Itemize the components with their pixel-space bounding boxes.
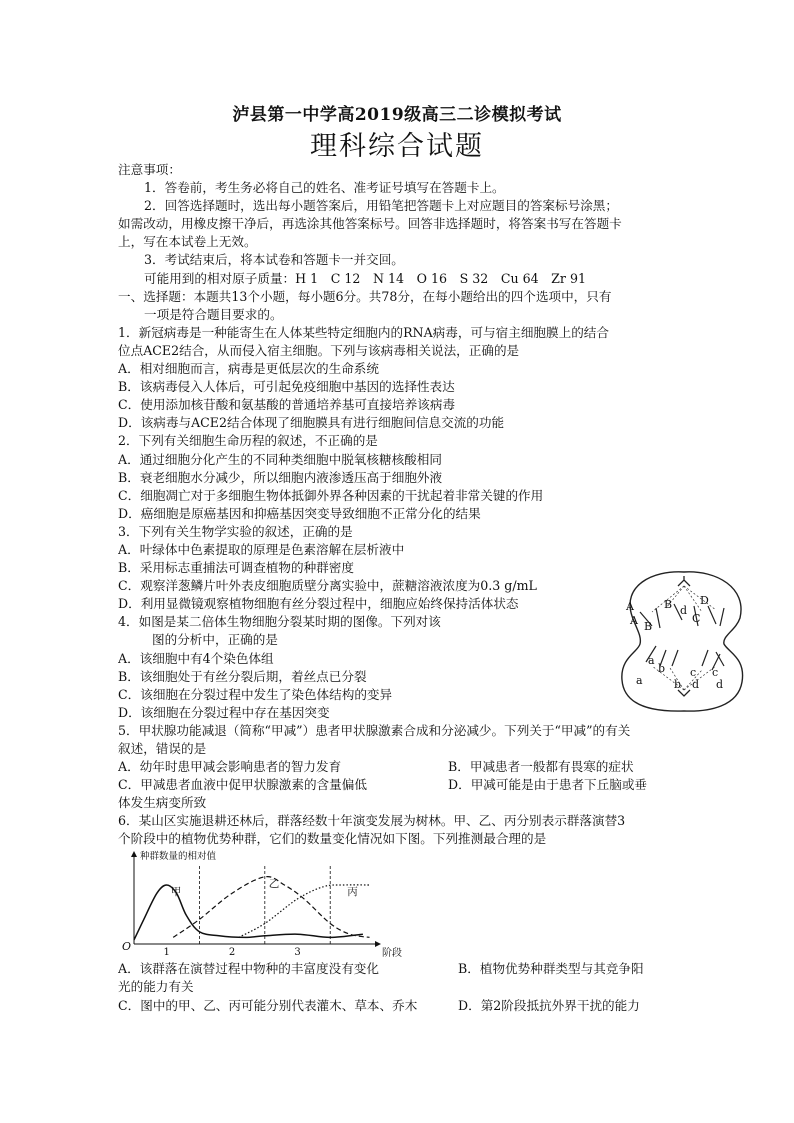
stage-label-3: 3	[294, 947, 301, 958]
q3-stem: 3．下列有关生物学实验的叙述，正确的是	[118, 523, 353, 539]
atomic-masses: 可能用到的相对原子质量：H 1 C 12 N 14 O 16 S 32 Cu 64 Zr 91	[144, 270, 586, 286]
q6-option-b-cont: 光的能力有关	[118, 979, 194, 995]
origin-label: O	[122, 940, 132, 953]
q1-option-d: D．该病毒与ACE2结合体现了细胞膜具有进行细胞间信息交流的功能	[118, 415, 505, 431]
series-bing-label: 丙	[347, 886, 358, 898]
school-title: 泸县第一中学高2019级高三二诊模拟考试	[232, 105, 562, 125]
series-jia-line	[134, 885, 363, 940]
cell-label: d	[692, 678, 700, 691]
q3-option-a: A．叶绿体中色素提取的原理是色素溶解在层析液中	[118, 541, 405, 557]
section-heading: 一、选择题：本题共13个小题，每小题6分。共78分，在每小题给出的四个选项中，只有	[118, 288, 612, 304]
cell-label: d	[716, 678, 724, 691]
q4-stem: 4．如图是某二倍体生物细胞分裂某时期的图像。下列对该	[118, 614, 441, 630]
cell-outline	[622, 572, 743, 711]
note-item-3: 3．考试结束后，将本试卷和答题卡一并交回。	[144, 252, 404, 268]
notes-heading: 注意事项：	[118, 162, 181, 177]
q6-option-c: C．图中的甲、乙、丙可能分别代表灌木、草本、乔木	[118, 997, 418, 1013]
series-yi-label: 乙	[268, 877, 280, 890]
q1-stem-cont: 位点ACE2结合，从而侵入宿主细胞。下列与该病毒相关说法，正确的是	[118, 342, 520, 358]
cell-label: a	[636, 674, 643, 687]
stage-label-1: 1	[163, 947, 170, 958]
q2-option-c: C．细胞凋亡对于多细胞生物体抵御外界各种因素的干扰起着非常关键的作用	[118, 487, 544, 503]
cell-division-figure	[612, 566, 754, 714]
note-item-2-cont: 如需改动，用橡皮擦干净后，再选涂其他答案标号。回答非选择题时，将答案书写在答题卡	[118, 216, 622, 232]
q3-option-d: D．利用显微镜观察植物细胞有丝分裂过程中，细胞应始终保持活体状态	[118, 596, 519, 612]
q2-option-a: A．通过细胞分化产生的不同种类细胞中脱氧核糖核酸相同	[118, 451, 442, 467]
q1-option-b: B．该病毒侵入人体后，可引起免疫细胞中基因的选择性表达	[118, 379, 455, 395]
exam-body	[118, 161, 678, 849]
q4-option-a: A．该细胞中有4个染色体组	[118, 650, 274, 666]
q6-option-b: B．植物优势种群类型与其竞争阳	[458, 961, 644, 976]
q6-options-row1	[118, 960, 678, 978]
series-jia-label: 甲	[170, 886, 182, 898]
cell-label: B	[644, 620, 653, 633]
cell-label: B	[664, 598, 673, 611]
cell-label: A	[630, 614, 638, 627]
note-item-2: 2．回答选择题时，选出每小题答案后，用铅笔把答题卡上对应题目的答案标号涂黑；	[144, 198, 618, 214]
q4-stem-cont: 图的分析中，正确的是	[152, 632, 278, 648]
q5-option-b: B．甲减患者一般都有畏寒的症状	[448, 759, 634, 775]
cell-label: a	[648, 654, 655, 667]
q5-option-c: C．甲减患者血液中促甲状腺激素的含量偏低	[118, 777, 367, 793]
cell-label: c	[712, 666, 719, 679]
q5-stem-cont: 叙述，错误的是	[118, 741, 207, 756]
stage-boundaries	[199, 866, 330, 944]
q6-option-a: A．该群落在演替过程中物种的丰富度没有变化	[118, 961, 379, 976]
population-chart	[118, 848, 418, 958]
q3-option-b: B．采用标志重捕法可调查植物的种群密度	[118, 560, 354, 576]
exam-title: 理科综合试题	[310, 131, 484, 162]
section-heading-cont: 一项是符合题目要求的。	[144, 306, 283, 322]
q5-options-row2	[118, 776, 678, 794]
q2-stem: 2．下列有关细胞生命历程的叙述，不正确的是	[118, 433, 378, 449]
cell-label: D	[700, 594, 709, 607]
x-axis-label: 阶段	[382, 948, 402, 958]
q2-option-b: B．衰老细胞水分减少，所以细胞内液渗透压高于细胞外液	[118, 469, 443, 485]
cell-label: b	[658, 662, 666, 675]
q5-stem: 5．甲状腺功能减退（简称“甲减”）患者甲状腺激素合成和分泌减少。下列关于“甲减”的有关	[118, 722, 631, 738]
stage-label-2: 2	[228, 947, 236, 958]
cell-label: c	[690, 666, 697, 679]
q5-option-d: D．甲减可能是由于患者下丘脑或垂	[448, 777, 648, 793]
spindle-pole-top	[678, 576, 690, 586]
q1-option-c: C．使用添加核苷酸和氨基酸的普通培养基可直接培养该病毒	[118, 397, 456, 413]
note-item-2-end: 上，写在本试卷上无效。	[118, 234, 257, 250]
q1-option-a: A．相对细胞而言，病毒是更低层次的生命系统	[118, 361, 379, 377]
note-item-1: 1．答卷前，考生务必将自己的姓名、准考证号填写在答题卡上。	[144, 180, 505, 196]
q5-option-d-cont: 体发生病变所致	[118, 795, 207, 811]
q6-option-d: D．第2阶段抵抗外界干扰的能力	[458, 997, 640, 1013]
q6-stem-cont: 个阶段中的植物优势种群，它们的数量变化情况如下图。下列推测最合理的是	[118, 831, 547, 847]
q4-option-c: C．该细胞在分裂过程中发生了染色体结构的变异	[118, 686, 393, 702]
q6-options	[118, 960, 678, 1015]
q6-stem: 6．某山区实施退耕还林后，群落经数十年演变发展为树林。甲、乙、丙分别表示群落演替3	[118, 813, 626, 829]
q6-options-row2	[118, 997, 678, 1015]
q3-option-c: C．观察洋葱鳞片叶外表皮细胞质壁分离实验中，蔗糖溶液浓度为0.3 g/mL	[118, 578, 537, 594]
q4-option-d: D．该细胞在分裂过程中存在基因突变	[118, 704, 330, 720]
stage-labels	[164, 947, 301, 958]
q5-option-a: A．幼年时患甲减会影响患者的智力发育	[118, 759, 342, 775]
y-axis-label: 种群数量的相对值	[140, 851, 217, 862]
q2-option-d: D．癌细胞是原癌基因和抑癌基因突变导致细胞不正常分化的结果	[118, 505, 481, 521]
q1-stem: 1．新冠病毒是一种能寄生在人体某些特定细胞内的RNA病毒，可与宿主细胞膜上的结合	[118, 324, 609, 340]
q5-options-row1	[118, 758, 678, 776]
q4-option-b: B．该细胞处于有丝分裂后期，着丝点已分裂	[118, 668, 367, 684]
cell-label: C	[692, 612, 701, 625]
cell-label: A	[626, 600, 634, 613]
cell-label: b	[674, 678, 682, 691]
cell-label: d	[680, 604, 688, 617]
